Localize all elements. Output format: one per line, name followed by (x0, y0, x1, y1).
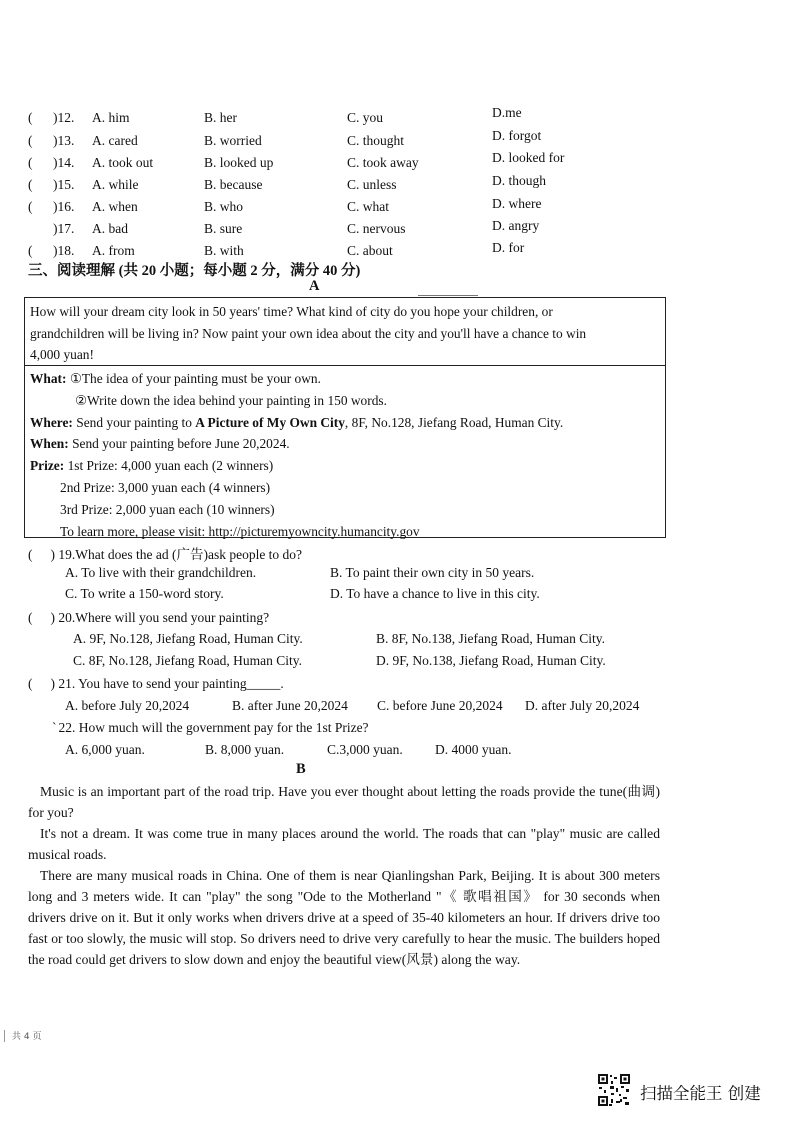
option-a: A. 9F, No.128, Jiefang Road, Human City. (73, 631, 303, 646)
what-item-2: ②Write down the idea behind your painting in 150 words. (75, 392, 387, 408)
answer-paren: ( (28, 676, 33, 691)
passage-b-paragraph-1: Music is an important part of the road trip. Have you ever thought about letting the roads provide the tune(曲调) for you? (28, 784, 660, 820)
question-number: )15. (53, 177, 75, 192)
option-d: D. 9F, No.138, Jiefang Road, Human City. (376, 653, 606, 668)
option-d: D. after July 20,2024 (525, 698, 640, 713)
question-stem: ) 19.What does the ad (广告)ask people to do? (50, 547, 303, 562)
where-label: Where: (30, 414, 73, 430)
option-d: D. where (492, 196, 542, 211)
option-d: D. 4000 yuan. (435, 742, 512, 757)
scanner-watermark: 扫描全能王 创建 (640, 1084, 761, 1103)
passage-a-label: A (309, 278, 320, 294)
question-number: )13. (53, 133, 75, 148)
answer-paren: ` (52, 720, 57, 735)
option-b: B. 8F, No.138, Jiefang Road, Human City. (376, 631, 606, 646)
option-b: B. with (204, 243, 244, 258)
option-d: D. for (492, 240, 525, 255)
option-c: C. what (347, 199, 389, 214)
scan-mark (418, 295, 478, 296)
question-stem: 22. How much will the government pay for the 1st Prize? (58, 720, 369, 735)
option-b: B. who (204, 199, 244, 214)
option-c: C. To write a 150-word story. (65, 586, 224, 601)
question-number: )12. (53, 110, 75, 125)
cloze-row (28, 105, 748, 130)
option-c: C. thought (347, 133, 405, 148)
prize-2: 2nd Prize: 3,000 yuan each (4 winners) (60, 479, 271, 495)
answer-paren: ( (28, 133, 33, 148)
option-b: B. To paint their own city in 50 years. (330, 565, 535, 580)
learn-more: To learn more, please visit: http://picturemyowncity.humancity.gov (60, 523, 420, 539)
option-c: C. you (347, 110, 384, 125)
option-a: A. him (92, 110, 130, 125)
ad-intro-line: How will your dream city look in 50 years' time? What kind of city do you hope your children, or (30, 304, 553, 319)
where-recipient: A Picture of My Own City (195, 414, 345, 430)
prize-label: Prize: (30, 458, 65, 474)
ad-details (30, 368, 563, 542)
answer-paren: ( (28, 243, 33, 258)
section-heading: 三、阅读理解 (共 20 小题；每小题 2 分，满分 40 分) (28, 263, 361, 279)
option-c: C. 8F, No.128, Jiefang Road, Human City. (73, 653, 303, 668)
option-d: D.me (492, 105, 522, 120)
option-d: D. forgot (492, 128, 542, 143)
answer-paren: ( (28, 155, 33, 170)
where-text: Send your painting to (76, 414, 196, 430)
question-number: )16. (53, 199, 75, 214)
answer-paren: ( (28, 547, 33, 562)
option-d: D. angry (492, 218, 540, 233)
option-a: A. from (92, 243, 135, 258)
answer-paren: ( (28, 177, 33, 192)
option-b: B. because (204, 177, 263, 192)
option-b: B. looked up (204, 155, 274, 170)
what-label: What: (30, 371, 67, 386)
option-c: C. unless (347, 177, 397, 192)
ad-intro (30, 301, 586, 366)
option-a: A. took out (92, 155, 154, 170)
question-stem: ) 21. You have to send your painting_____. (50, 676, 284, 691)
prize-1: 1st Prize: 4,000 yuan each (2 winners) (67, 458, 274, 474)
option-d: D. looked for (492, 150, 565, 165)
ad-prize (30, 455, 563, 477)
question-number: )17. (53, 221, 75, 236)
option-c: C. took away (347, 155, 419, 170)
option-a: A. when (92, 199, 138, 214)
option-c: C.3,000 yuan. (327, 742, 403, 757)
option-b: B. sure (204, 221, 243, 236)
cloze-row (28, 150, 748, 175)
option-a: A. To live with their grandchildren. (65, 565, 257, 580)
option-b: B. worried (204, 133, 262, 148)
cloze-row (28, 173, 748, 197)
passage-b-label: B (296, 761, 306, 777)
question-21 (28, 676, 284, 692)
option-d: D. To have a chance to live in this city. (330, 586, 540, 601)
what-item-1: ①The idea of your painting must be your own. (69, 371, 321, 386)
option-c: C. before June 20,2024 (377, 698, 503, 713)
prize-3: 3rd Prize: 2,000 yuan each (10 winners) (60, 501, 275, 517)
when-label: When: (30, 436, 69, 452)
margin-mark (4, 1030, 5, 1042)
answer-paren: ( (28, 610, 33, 625)
passage-b-paragraph-3: There are many musical roads in China. One of them is near Qianlingshan Park, Beijing. It is about 300 meters long and 3 meters wide. It can "play" the song "Ode to the Motherland "《 歌唱祖国》 for 30 seconds when drivers drive on it. But it only works when drivers drive at a speed of 35-40 kilometers an hour. If drivers drive too fast or too slowly, the music will stop. So drivers need to drive very carefully to hear the music. The builders hoped the road could get drivers to slow down and enjoy the beautiful view(风景) along the way. (28, 868, 660, 967)
option-b: B. after June 20,2024 (232, 698, 348, 713)
question-19 (28, 543, 302, 563)
option-c: C. nervous (347, 221, 406, 236)
when-text: Send your painting before June 20,2024. (72, 436, 290, 452)
where-address: , 8F, No.128, Jiefang Road, Human City. (344, 414, 564, 430)
ad-where (30, 412, 563, 434)
question-20 (28, 610, 269, 626)
question-number: )14. (53, 155, 75, 170)
page-count: 共 4 页 (12, 1032, 42, 1042)
cloze-row (28, 218, 748, 241)
question-22 (52, 720, 369, 736)
ad-intro-line: 4,000 yuan! (30, 347, 94, 362)
option-a: A. 6,000 yuan. (65, 742, 145, 757)
option-b: B. her (204, 110, 237, 125)
question-number: )18. (53, 243, 75, 258)
option-a: A. cared (92, 133, 138, 148)
passage-b-paragraph-2: It's not a dream. It was come true in many places around the world. The roads that can "play" music are called musical roads. (28, 826, 660, 862)
answer-paren: ( (28, 110, 33, 125)
option-a: A. before July 20,2024 (65, 698, 190, 713)
question-stem: ) 20.Where will you send your painting? (50, 610, 270, 625)
ad-when (30, 433, 563, 455)
option-a: A. while (92, 177, 139, 192)
ad-intro-line: grandchildren will be living in? Now paint your own idea about the city and you'll have a chance to win (30, 325, 587, 341)
option-b: B. 8,000 yuan. (205, 742, 285, 757)
cloze-row (28, 128, 748, 153)
answer-paren: ( (28, 199, 33, 214)
qr-code-icon (597, 1073, 631, 1107)
option-d: D. though (492, 173, 546, 188)
option-c: C. about (347, 243, 393, 258)
ad-what (30, 368, 563, 390)
option-a: A. bad (92, 221, 128, 236)
cloze-row (28, 196, 748, 219)
